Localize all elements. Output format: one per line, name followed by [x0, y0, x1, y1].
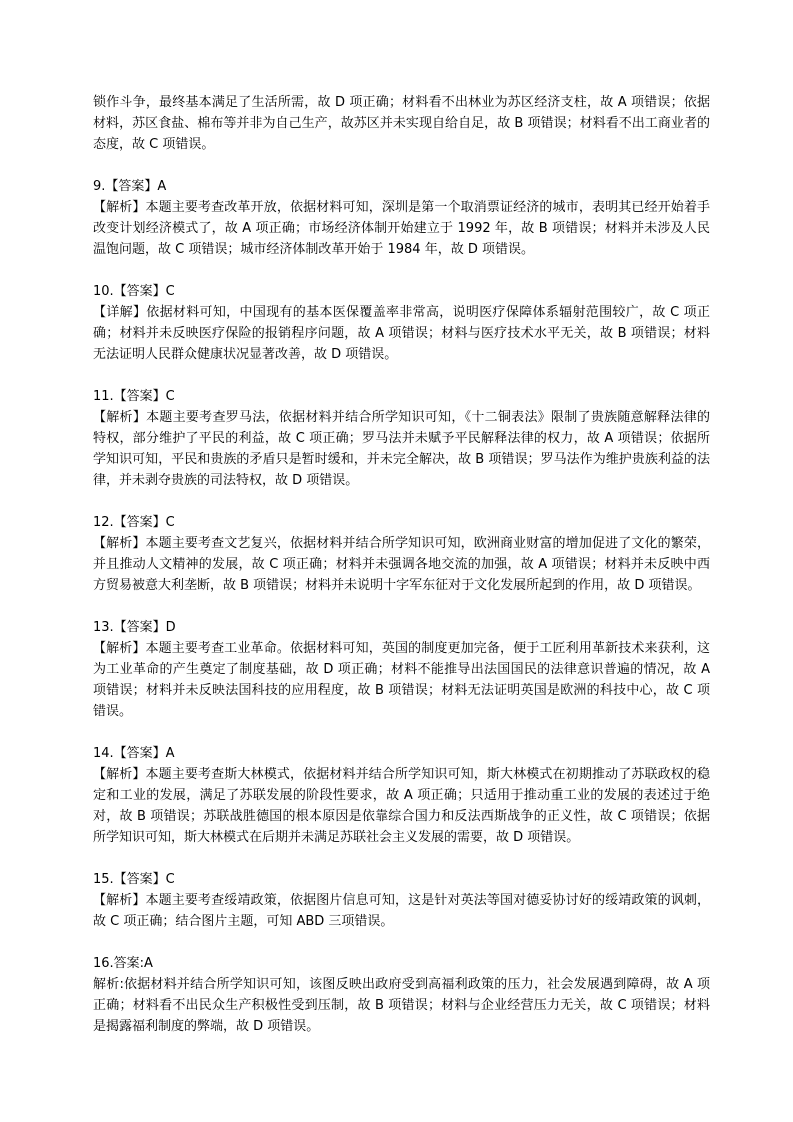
answer-label: 16.答案:A — [93, 956, 153, 971]
answer-item-10 — [93, 281, 710, 365]
intro-paragraph-block — [93, 92, 710, 155]
answer-label: 9.【答案】A — [93, 179, 167, 194]
answer-item-15 — [93, 869, 710, 932]
explanation-text: 【解析】本题主要考查改革开放，依据材料可知，深圳是第一个取消票证经济的城市，表明其已经开始着手改变计划经济模式了，故 A 项正确；市场经济体制开始建立于 1992 年，故 B 项错误；材料并未涉及人民温饱问题，故 C 项错误；城市经济体制改革开始于 1984 年，故 D 项错误。 — [93, 200, 710, 257]
answer-label: 12.【答案】C — [93, 515, 175, 530]
explanation-text: 【详解】依据材料可知，中国现有的基本医保覆盖率非常高，说明医疗保障体系辐射范围较广，故 C 项正确；材料并未反映医疗保险的报销程序问题，故 A 项错误；材料与医疗技术水平无关，故 B 项错误；材料无法证明人民群众健康状况显著改善，故 D 项错误。 — [93, 305, 710, 362]
answer-label: 15.【答案】C — [93, 872, 175, 887]
explanation-text: 【解析】本题主要考查罗马法，依据材料并结合所学知识可知，《十二铜表法》限制了贵族随意解释法律的特权，部分维护了平民的利益，故 C 项正确；罗马法并未赋予平民解释法律的权力，故 A 项错误；依据所学知识可知，平民和贵族的矛盾只是暂时缓和，并未完全解决，故 B 项错误；罗马法作为维护贵族利益的法律，并未剥夺贵族的司法特权，故 D 项错误。 — [93, 410, 710, 488]
answer-item-16 — [93, 953, 710, 1037]
answer-label: 13.【答案】D — [93, 620, 176, 635]
explanation-text: 解析:依据材料并结合所学知识可知，该图反映出政府受到高福利政策的压力，社会发展遇到障碍，故 A 项正确；材料看不出民众生产积极性受到压制，故 B 项错误；材料与企业经营压力无关，故 C 项错误；材料是揭露福利制度的弊端，故 D 项错误。 — [93, 977, 710, 1034]
answer-item-12 — [93, 512, 710, 596]
answer-item-11 — [93, 386, 710, 491]
answer-item-13 — [93, 617, 710, 722]
explanation-text: 【解析】本题主要考查绥靖政策，依据图片信息可知，这是针对英法等国对德妥协讨好的绥靖政策的讽刺，故 C 项正确；结合图片主题，可知 ABD 三项错误。 — [93, 893, 710, 929]
answer-item-14 — [93, 743, 710, 848]
intro-paragraph: 锁作斗争，最终基本满足了生活所需，故 D 项正确；材料看不出林业为苏区经济支柱，故 A 项错误；依据材料，苏区食盐、棉布等并非为自己生产，故苏区并未实现自给自足，故 B 项错误；材料看不出工商业者的态度，故 C 项错误。 — [93, 95, 710, 152]
explanation-text: 【解析】本题主要考查文艺复兴，依据材料并结合所学知识可知，欧洲商业财富的增加促进了文化的繁荣，并且推动人文精神的发展，故 C 项正确；材料并未强调各地交流的加强，故 A 项错误；材料并未反映中西方贸易被意大利垄断，故 B 项错误；材料并未说明十字军东征对于文化发展所起到的作用，故 D 项错误。 — [93, 536, 710, 593]
answer-item-9 — [93, 176, 710, 260]
explanation-text: 【解析】本题主要考查斯大林模式，依据材料并结合所学知识可知，斯大林模式在初期推动了苏联政权的稳定和工业的发展，满足了苏联发展的阶段性要求，故 A 项正确；只适用于推动重工业的发展的表述过于绝对，故 B 项错误；苏联战胜德国的根本原因是依靠综合国力和反法西斯战争的正义性，故 C 项错误；依据所学知识可知，斯大林模式在后期并未满足苏联社会主义发展的需要，故 D 项错误。 — [93, 767, 710, 845]
answer-label: 11.【答案】C — [93, 389, 175, 404]
answer-label: 10.【答案】C — [93, 284, 175, 299]
document-page — [93, 92, 710, 1058]
answer-label: 14.【答案】A — [93, 746, 175, 761]
explanation-text: 【解析】本题主要考查工业革命。依据材料可知，英国的制度更加完备，便于工匠利用革新技术来获利，这为工业革命的产生奠定了制度基础，故 D 项正确；材料不能推导出法国国民的法律意识普遍的情况，故 A 项错误；材料并未反映法国科技的应用程度，故 B 项错误；材料无法证明英国是欧洲的科技中心，故 C 项错误。 — [93, 641, 710, 719]
